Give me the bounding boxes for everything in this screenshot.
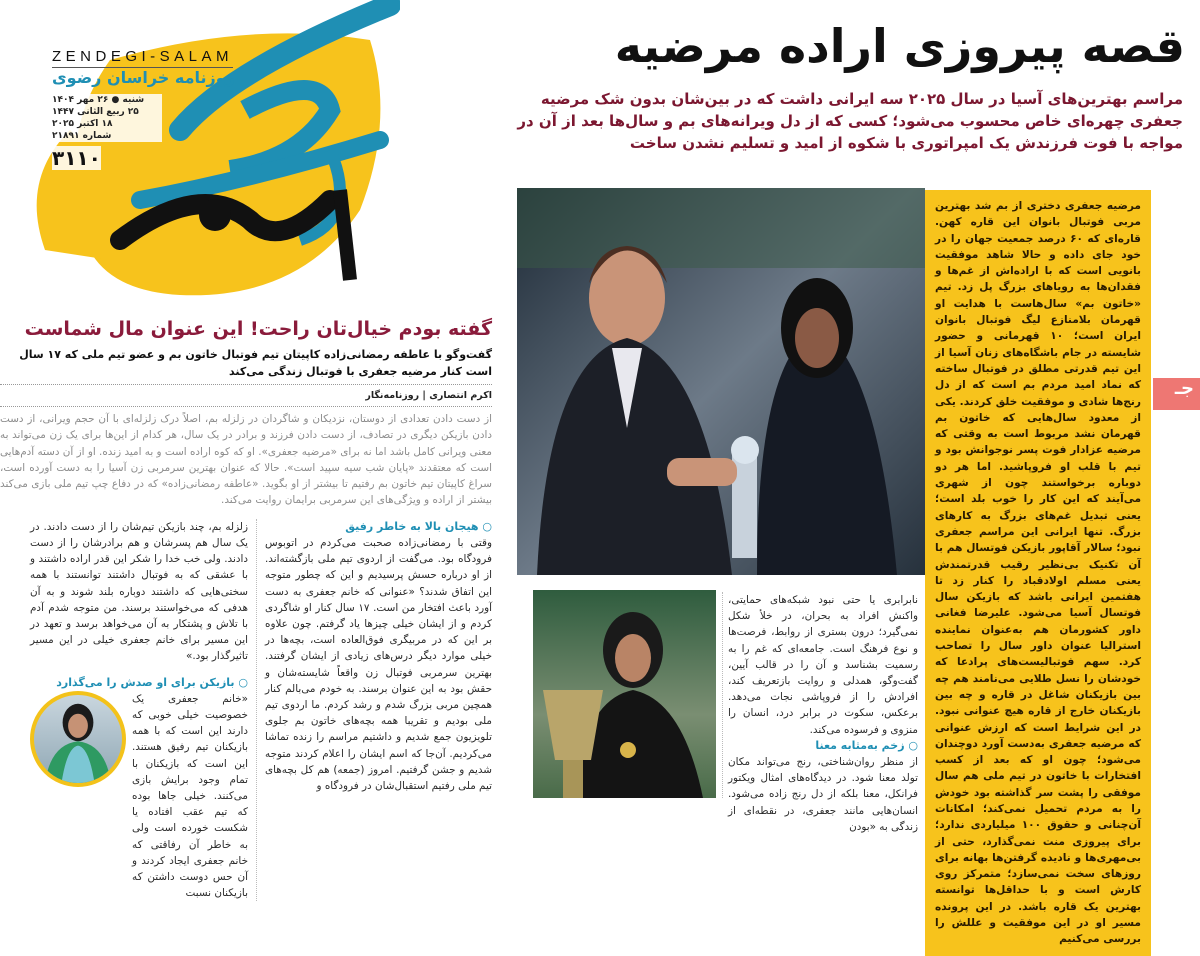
date-hijri: ۲۵ ربیع الثانی ۱۴۴۷: [52, 107, 139, 117]
date-shamsi: شنبه ● ۲۶ مهر ۱۴۰۴: [52, 95, 145, 105]
col2-subhead: ○ بازیکن برای او صدش را می‌گذارد: [56, 675, 248, 689]
supplement-number: ۳۱۱۰: [52, 146, 101, 170]
column-paragraph: نابرابری یا حتی نبود شبکه‌های حمایتی، واکنش افراد به بحران، در خلأ شکل نمی‌گیرد؛ درون بستری از روابط، فرصت‌ها و نوع فرهنگ است. جامعه‌ای که غم را به رسمیت بشناسد و آن را در قالب آیین، گفت‌وگو، همدلی و روایت بازتعریف کند، افرادش را از فروپاشی نجات می‌دهد. برعکس، سکوت در برابر درد، انسان را منزوی و فرسوده می‌کند.: [728, 594, 918, 736]
player-photo: [34, 695, 122, 783]
col1-subhead: ○ هیجان بالا به خاطر رفیق: [345, 519, 492, 533]
interview-column-1: [256, 519, 492, 902]
column-subhead-text: زخم به‌مثابه معنا: [815, 738, 905, 752]
col2-paragraph: زلزله بم، چند بازیکن تیم‌شان را از دست دادند. در یک سال هم پسرشان و هم برادرشان را از دست دادند. ولی خب خدا را شکر این قدر اراده داشتند و با عشقی که به فوتبال داشتند توانستند با همه سختی‌هایی که داشتند دوباره بلند شوند و به آن هدفی که می‌خواستند برسند. من متوجه شدم آدم با تلاش و پشتکار به آن می‌خواهد برسد و تعهد در این مسیر برای خانم جعفری خیلی در این مسیر تاثیرگذار بود.»: [30, 520, 248, 663]
masthead-dates: [52, 94, 162, 142]
col2-subhead-text: بازیکن برای او صدش را می‌گذارد: [56, 675, 235, 689]
main-headline: قصه پیروزی اراده مرضیه: [614, 19, 1185, 73]
coach-with-trophy-photo: [533, 590, 716, 798]
interview-section: [0, 316, 492, 901]
col2-wrap: [30, 691, 248, 902]
col1-paragraph: وقتی با رمضانی‌زاده صحبت می‌کردم در اتوبوس فرودگاه بود. می‌گفت از اردوی تیم ملی بازگشته‌اند. از او درباره حسش پرسیدیم و این که چطور متوجه این اتفاق شدند؟ «عنوانی که خانم جعفری به دست آورد باعث افتخار من است. ۱۷ سال کنار او شاگردی کردم و از ایشان خیلی چیزها یاد گرفتم. چون علاوه بر این که در مربیگری فوق‌العاده است، بچه‌ها در خیلی موارد دیگر درس‌های زیادی از ایشان گرفتند. بهترین سرمربی فوتبال زن واقعاً شایسته‌شان و حقش بود به این عنوان برسند. به خودم می‌بالم کنار همچین مربی بزرگ شدم و رشد کردم. ما اردوی تیم ملی بودیم و تقریبا همه بچه‌های خاتون بم جلوی تلویزیون جمع شدیم و داشتیم مراسم را زنده تماشا می‌کردیم. آن‌جا که اسم ایشان را اعلام کردند متوجه شدیم و جشن گرفتیم. امروز (جمعه) هم کل بچه‌های تیم ملی رفتیم استقبال‌شان در فرودگاه و: [265, 536, 492, 793]
column-paragraph-2: از منظر روان‌شناختی، رنج می‌تواند مکان تولد معنا شود. در دیدگاه‌های امثال ویکتور فرانکل، معنا بلکه از دل رنج زاده می‌شود. انسان‌هایی مانند جعفری، در نقطه‌ای از زندگی به «بودن: [728, 756, 918, 833]
date-gregorian: ۱۸ اکتبر ۲۰۲۵: [52, 119, 113, 129]
brand-latin: ZENDEGI-SALAM: [52, 48, 233, 68]
interview-title: گفته بودم خیال‌تان راحت! این عنوان مال شماست: [24, 318, 492, 340]
player-portrait: [30, 691, 126, 787]
main-photo: [517, 188, 925, 575]
award-ceremony-photo: [517, 188, 925, 575]
intro-box: مرضیه جعفری دختری از بم شد بهترین مربی فوتبال بانوان این قاره کهن. قاره‌ای که ۶۰ درصد جمعیت جهان را در خود جای داده و حالا شاهد موفقیت بانویی است که با اراده‌اش از غم‌ها و فقدان‌ها به رویاهای بزرگ پل زد. تیم «خاتون بم» سال‌هاست با هدایت او قهرمان بلامنازع لیگ فوتبال بانوان ایران است؛ ۱۰ قهرمانی و حضور شایسته در جام باشگاه‌های زنان آسیا از این تیم قدرتی مطلق در فوتبال ساخته که نماد امید مردم بم است که از دل رنج‌ها شادی و موفقیت خلق کردند. یکی از معدود سال‌هایی که خاتون بم قهرمان نشد مربوط است به وقتی که مرضیه عزادار فوت پسر نوجوانش بود و تیم با قلب او فروپاشید. اما هر دو دوباره برخواستند چون از شهری می‌آیند که این کار را خوب بلد است؛ یعنی تبدیل غم‌های بزرگ به کارهای بزرگ. تنها ایرانی این مراسم جعفری نبود؛ سالار آقاپور بازیکن فوتسال هم با آن تکنیک بی‌نظیر رقیب قدرتمندش یعنی مسلم اولادقباد را کنار زد تا هفتمین ایرانی باشد که بازیکن سال فوتسال آسیا می‌شود. علیرضا فغانی داور کشورمان هم به‌عنوان نماینده استرالیا عنوان داور سال را تصاحب کرد. سهم فوتبالیست‌های پرادعا که خودشان را نسل طلایی می‌نامند هم چه بین بازیکنان شاغل در قاره و چه بین بازیکنان خارج از قاره هیچ عنوانی نبود. در این شرایط است که ارزش عنوانی که مرضیه جعفری به‌دست آورد دوچندان می‌شود؛ چون او که بعد از کسب افتخارات با خاتون در تیم ملی هم سال موفقی را پشت سر گذاشته بود خودش را به مردم تحمیل نمی‌کند؛ امکانات آن‌چنانی و حقوق ۱۰۰ میلیاردی ندارد؛ برای پیروزی منت نمی‌گذارد، حتی از بی‌مهری‌ها و نادیده گرفتن‌ها بهانه برای روزهای سخت نمی‌سازد؛ متمرکز روی کارش است و با حداقل‌ها توانسته بهترین یک قاره باشد. در این پرونده مسیر او در این موفقیت و عللش را بررسی می‌کنیم: [925, 190, 1151, 956]
author-role: روزنامه‌نگار: [365, 390, 420, 401]
trophy-photo: [533, 590, 716, 798]
paper-name: روزنامه خراسان رضوی: [52, 68, 235, 87]
issue-number: شماره ۲۱۸۹۱: [52, 131, 112, 141]
interview-column-2: [30, 519, 256, 902]
side-tab[interactable]: جـ: [1153, 378, 1200, 410]
column-divider: [722, 592, 723, 798]
col2-paragraph-2: «خانم جعفری یک خصوصیت خیلی خوبی که دارند این است که با همه بازیکنان تیم رفیق هستند. این است که بازیکنان با تمام وجود برایش بازی می‌کنند. خیلی جاها بوده که تیم عقب افتاده یا شکست خورده است ولی به خاطر آن رفاقتی که خانم جعفری ایجاد کردند و آن حس دوست داشتن که بازیکنان نسبت: [132, 692, 248, 900]
col1-subhead-text: هیجان بالا به خاطر رفیق: [345, 519, 479, 533]
interview-subtitle: گفت‌وگو با عاطفه رمضانی‌زاده کاپیتان تیم فوتبال خاتون بم و عضو تیم ملی که ۱۷ سال است کنار مرضیه جعفری با فوتبال زندگی می‌کند: [19, 348, 492, 378]
byline: اکرم انتصاری | روزنامه‌نگار: [0, 384, 492, 407]
author-name: اکرم انتصاری: [429, 390, 492, 401]
column-subhead: ○ زخم به‌مثابه معنا: [815, 738, 918, 752]
interview-columns: [0, 519, 492, 902]
interview-intro: از دست دادن تعدادی از دوستان، نزدیکان و شاگردان در زلزله بم، اصلاً درک زلزله‌ای با آن حجم ویرانی، از دست دادن بازیکن دیگری در تصادف، از دست دادن فرزند و برادر در یک سال، هر کدام از این‌ها برای یک زن می‌تواند به معنی ویرانی کامل باشد اما نه برای «مرضیه جعفری». او که کوه اراده است و به امید زنده. او از آن دسته آدم‌هایی است که معتقدند «پایان شب سیه سپید است». حالا که عنوان بهترین سرمربی زن آسیا را به دست آورده است، سراغ کاپیتان تیم خاتون بم رفتیم تا بیشتر از او بگوید. «عاطفه رمضانی‌زاده» که در دفاع چپ تیم ملی بازی می‌کند بیشتر از اراده و ویژگی‌های این سرمربی برایمان روایت می‌کند.: [0, 413, 492, 507]
column-article: [728, 592, 918, 835]
main-lead: مراسم بهترین‌های آسیا در سال ۲۰۲۵ سه ایرانی داشت که در بین‌شان بدون شک مرضیه جعفری چهره‌ای خاص محسوب می‌شود؛ کسی که از دل ویرانه‌های بم و سال‌ها بعد از آن در مواجه با فوت فرزندش یک امپراتوری با شکوه از امید و تسلیم نشدن ساخت: [517, 90, 1183, 152]
